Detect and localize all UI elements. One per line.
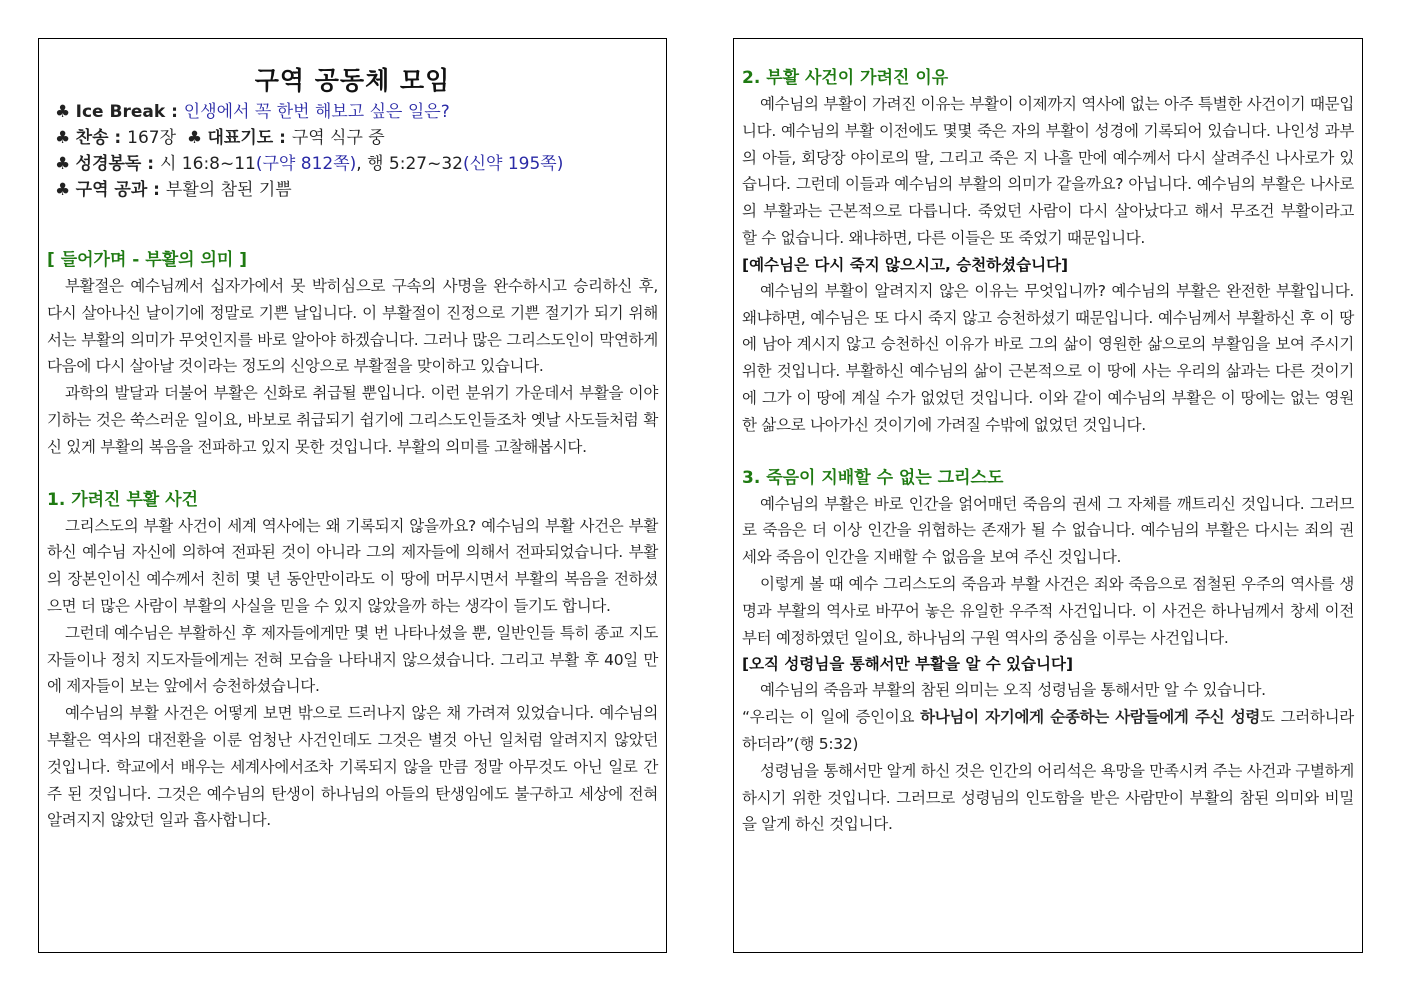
section-2-paragraph: 예수님의 부활이 가려진 이유는 부활이 이제까지 역사에 없는 아주 특별한 사건이기 때문입니다. 예수님의 부활 이전에도 몇몇 죽은 자의 부활이 성경에 기록되어 있습니다. 나인성 과부의 아들, 회당장 야이로의 딸, 그리고 죽은 지 나흘 만에 예수께서 다시 살려주신 나사로가 있습니다. 그런데 이들과 예수님의 부활의 의미가 같을까요? 아닙니다. 예수님의 부활은 나사로의 부활과는 근본적으로 다릅니다. 죽었던 사람이 다시 살아났다고 해서 무조건 부활이라고 할 수 없습니다. 왜냐하면, 다른 이들은 또 죽었기 때문입니다. (742, 95, 1354, 247)
section-3-heading: 3. 죽음이 지배할 수 없는 그리스도 (742, 467, 1004, 488)
prayer-value: 구역 식구 중 (291, 128, 385, 148)
club-icon: ♣ (55, 128, 71, 148)
scripture-quote (742, 704, 1354, 758)
lesson-line (55, 177, 658, 203)
hymn-label: 찬송 : (75, 128, 128, 148)
reading-label: 성경봉독 : (75, 154, 160, 174)
quote-start: “우리는 이 일에 증인이요 (742, 708, 921, 727)
right-page (733, 38, 1363, 953)
section-3-paragraph: 예수님의 죽음과 부활의 참된 의미는 오직 성령님을 통해서만 알 수 있습니다. (760, 681, 1266, 700)
hymn-value: 167장 (127, 128, 177, 148)
section-3-paragraph: 성령님을 통해서만 알게 하신 것은 인간의 어리석은 욕망을 만족시켜 주는 사건과 구별하게 하시기 위한 것입니다. 그러므로 성령님의 인도함을 받은 사람만이 부활의 참된 의미와 비밀을 알게 하신 것입니다. (742, 761, 1354, 834)
reading-acts-page: (신약 195쪽) (462, 154, 564, 174)
section-3-subheading: [오직 성령님을 통해서만 부활을 알 수 있습니다] (742, 655, 1074, 674)
section-2-paragraph: 예수님의 부활이 알려지지 않은 이유는 무엇입니까? 예수님의 부활은 완전한 부활입니다. 왜냐하면, 예수님은 또 다시 죽지 않고 승천하셨기 때문입니다. 예수님께서 부활하신 후 이 땅에 남아 계시지 않고 승천하신 이유가 바로 그의 삶이 영원한 삶으로의 부활임을 보여 주시기 위한 것입니다. 부활하신 예수님의 삶이 근본적으로 이 땅에 사는 우리의 삶과는 다른 것이기에 그가 이 땅에 계실 수가 없었던 것입니다. 이와 같이 예수님의 부활은 이 땅에는 없는 영원한 삶으로 나아가신 것이기에 가려질 수밖에 없었던 것입니다. (742, 281, 1354, 434)
club-icon: ♣ (186, 128, 203, 148)
lesson-value: 부활의 참된 기쁨 (165, 180, 292, 200)
prayer-label: 대표기도 : (207, 128, 292, 148)
section-2-heading: 2. 부활 사건이 가려진 이유 (742, 68, 949, 88)
intro-paragraph: 부활절은 예수님께서 십자가에서 못 박히심으로 구속의 사명을 완수하시고 승리하신 후, 다시 살아나신 날이기에 정말로 기쁜 날입니다. 이 부활절이 진정으로 기쁜 절기가 되기 위해서는 부활의 의미가 무엇인지를 바로 알아야 하겠습니다. 그러나 많은 그리스도인이 막연하게 다음에 다시 살아날 것이라는 정도의 신앙으로 부활절을 맞이하고 있습니다. (47, 277, 658, 376)
section-3-paragraph: 이렇게 볼 때 예수 그리스도의 죽음과 부활 사건은 죄와 죽음으로 점철된 우주의 역사를 생명과 부활의 역사로 바꾸어 놓은 유일한 우주적 사건입니다. 이 사건은 하나님께서 창세 이전부터 예정하였던 일이요, 하나님의 구원 역사의 중심을 이루는 사건입니다. (742, 574, 1354, 647)
section-1-paragraph: 그리스도의 부활 사건이 세계 역사에는 왜 기록되지 않을까요? 예수님의 부활 사건은 부활하신 예수님 자신에 의하여 전파된 것이 아니라 그의 제자들에 의해서 전파되었습니다. 부활의 장본인이신 예수께서 친히 몇 년 동안만이라도 이 땅에 머무시면서 부활의 복음을 전하셨으면 더 많은 사람이 부활의 사실을 믿을 수 있지 않았을까 하는 생각이 들기도 합니다. (47, 516, 658, 615)
intro-heading: [ 들어가며 - 부활의 의미 ] (47, 250, 247, 270)
section-3-paragraph: 예수님의 부활은 바로 인간을 얽어매던 죽음의 권세 그 자체를 깨트리신 것입니다. 그러므로 죽음은 더 이상 인간을 위협하는 존재가 될 수 없습니다. 예수님의 부활은 다시는 죄의 권세와 죽음이 인간을 지배할 수 없음을 보여 주신 것입니다. (742, 494, 1354, 567)
ice-break-label: Ice Break : (75, 102, 184, 122)
reading-psalm: 시 16:8~11 (159, 154, 256, 174)
reading-acts: , 행 5:27~32 (356, 154, 463, 174)
club-icon: ♣ (55, 154, 71, 174)
section-2-subheading: [예수님은 다시 죽지 않으시고, 승천하셨습니다] (742, 255, 1069, 274)
hymn-prayer-line (55, 125, 658, 151)
page-title: 구역 공동체 모임 (254, 66, 451, 95)
lesson-label: 구역 공과 : (75, 180, 166, 200)
reading-line (55, 151, 658, 177)
quote-end: 도 그러하니라 하더라”(행 5:32) (742, 708, 1354, 753)
section-1-heading: 1. 가려진 부활 사건 (47, 489, 198, 510)
club-icon: ♣ (55, 180, 71, 200)
section-1-paragraph: 그런데 예수님은 부활하신 후 제자들에게만 몇 번 나타나셨을 뿐, 일반인들 특히 종교 지도자들이나 정치 지도자들에게는 전혀 모습을 나타내지 않으셨습니다. 그리고 부활 후 40일 만에 제자들이 보는 앞에서 승천하셨습니다. (47, 623, 658, 696)
intro-paragraph: 과학의 발달과 더불어 부활은 신화로 취급될 뿐입니다. 이런 분위기 가운데서 부활을 이야기하는 것은 쑥스러운 일이요, 바보로 취급되기 쉽기에 그리스도인들조차 옛날 사도들처럼 확신 있게 부활의 복음을 전파하고 있지 못한 것입니다. 부활의 의미를 고찰해봅시다. (47, 384, 658, 456)
club-icon: ♣ (55, 102, 71, 122)
section-1-paragraph: 예수님의 부활 사건은 어떻게 보면 밖으로 드러나지 않은 채 가려져 있었습니다. 예수님의 부활은 역사의 대전환을 이룬 엄청난 사건인데도 그것은 별것 아닌 일처럼 알려지지 않았던 것입니다. 학교에서 배우는 세계사에서조차 기록되지 않을 만큼 정말 아무것도 아닌 일로 간주 된 것입니다. 그것은 예수님의 탄생이 하나님의 아들의 탄생임에도 불구하고 세상에 전혀 알려지지 않았던 일과 흡사합니다. (47, 704, 658, 830)
ice-break-line (55, 99, 658, 125)
left-page (38, 38, 667, 953)
ice-break-text: 인생에서 꼭 한번 해보고 싶은 일은? (183, 102, 450, 122)
quote-emphasis: 하나님이 자기에게 순종하는 사람들에게 주신 성령 (920, 708, 1261, 727)
reading-psalm-page: (구약 812쪽) (255, 154, 357, 174)
